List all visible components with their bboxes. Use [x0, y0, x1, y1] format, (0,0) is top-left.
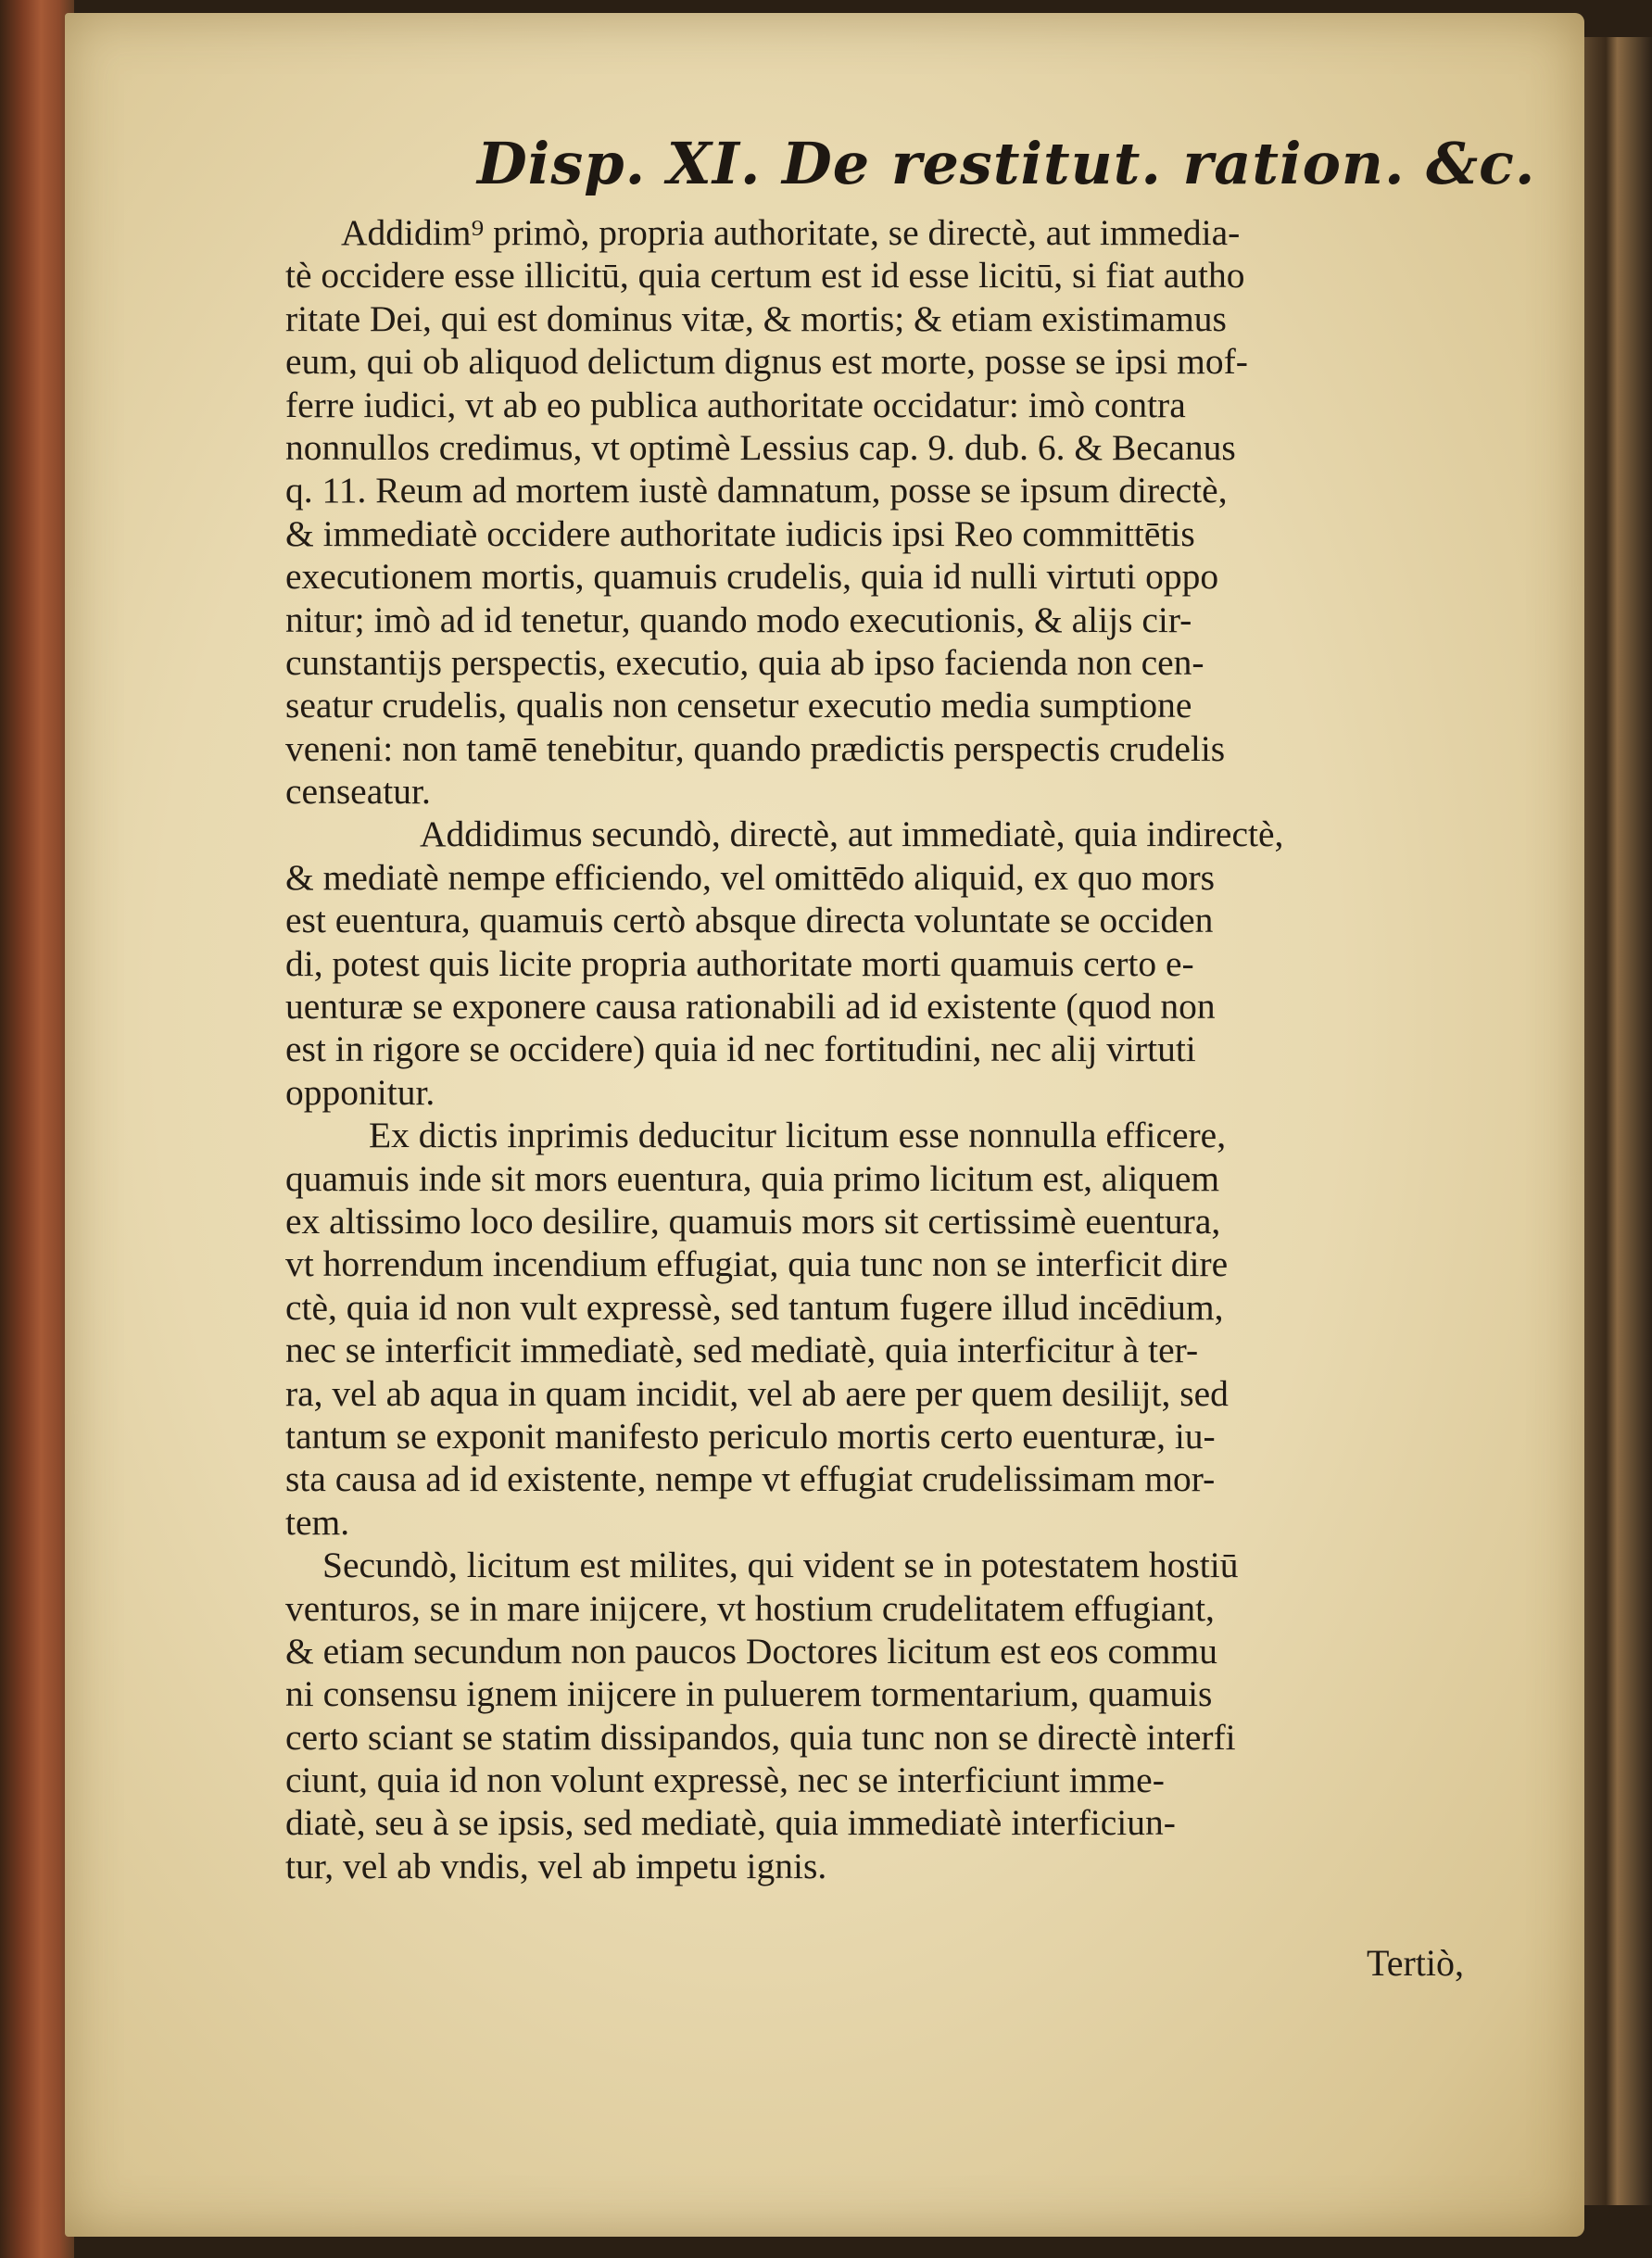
- text-line: est in rigore se occidere) quia id nec fortitudini, nec alij virtuti: [285, 1028, 1196, 1070]
- text-line: ni consensu ignem inijcere in puluerem tormentarium, quamuis: [285, 1673, 1213, 1715]
- text-line: ex altissimo loco desilire, quamuis mors sit certissimè euentura,: [285, 1200, 1221, 1242]
- text-line: Addidimus secundò, directè, aut immediatè, quia indirectè,: [420, 814, 1284, 855]
- text-line: tem.: [285, 1501, 350, 1543]
- text-line: opponitur.: [285, 1071, 435, 1113]
- paragraph: [285, 1114, 1476, 1544]
- text-line: ctè, quia id non vult expressè, sed tantum fugere illud incēdium,: [285, 1286, 1224, 1328]
- text-line: & mediatè nempe efficiendo, vel omittēdo aliquid, ex quo mors: [285, 856, 1215, 898]
- text-line: & etiam secundum non paucos Doctores licitum est eos commu: [285, 1630, 1217, 1671]
- text-line: seatur crudelis, qualis non censetur executio media sumptione: [285, 685, 1192, 726]
- text-line: sta causa ad id existente, nempe vt effugiat crudelissimam mor-: [285, 1458, 1216, 1500]
- catchword: Tertiò,: [1367, 1942, 1464, 1984]
- text-line: nitur; imò ad id tenetur, quando modo executionis, & alijs cir-: [285, 599, 1192, 640]
- text-line: q. 11. Reum ad mortem iustè damnatum, posse se ipsum directè,: [285, 470, 1228, 511]
- page-body: [285, 211, 1476, 1887]
- text-line: est euentura, quamuis certò absque directa voluntate se occiden: [285, 900, 1214, 941]
- paragraph: [285, 211, 1476, 813]
- text-line: Addidim⁹ primò, propria authoritate, se directè, aut immedia-: [341, 212, 1241, 253]
- text-line: uenturæ se exponere causa rationabili ad id existente (quod non: [285, 986, 1216, 1028]
- text-line: ra, vel ab aqua in quam incidit, vel ab aere per quem desilijt, sed: [285, 1372, 1229, 1414]
- text-line: vt horrendum incendium effugiat, quia tunc non se interficit dire: [285, 1243, 1229, 1285]
- running-header: Disp. XI. De restitut. ration. &c.: [477, 130, 1536, 197]
- text-line: ciunt, quia id non volunt expressè, nec se interficiunt imme-: [285, 1760, 1165, 1801]
- text-line: cunstantijs perspectis, executio, quia ab ipso facienda non cen-: [285, 641, 1204, 683]
- text-line: venturos, se in mare inijcere, vt hostium crudelitatem effugiant,: [285, 1587, 1215, 1629]
- paragraph: [285, 1544, 1476, 1887]
- text-line: ferre iudici, vt ab eo publica authoritate occidatur: imò contra: [285, 384, 1186, 425]
- text-line: tè occidere esse illicitū, quia certum est id esse licitū, si fiat autho: [285, 255, 1245, 296]
- text-line: nec se interficit immediatè, sed mediatè, quia interficitur à ter-: [285, 1330, 1199, 1371]
- text-line: tur, vel ab vndis, vel ab impetu ignis.: [285, 1845, 827, 1886]
- text-line: certo sciant se statim dissipandos, quia tunc non se directè interfi: [285, 1716, 1236, 1758]
- text-line: ritate Dei, qui est dominus vitæ, & mortis; & etiam existimamus: [285, 297, 1227, 339]
- text-line: eum, qui ob aliquod delictum dignus est morte, posse se ipsi mof-: [285, 341, 1248, 383]
- text-line: Ex dictis inprimis deducitur licitum esse nonnulla efficere,: [369, 1115, 1227, 1156]
- text-line: di, potest quis licite propria authoritate morti quamuis certo e-: [285, 942, 1194, 984]
- book-spine-edge: [0, 0, 74, 2258]
- text-line: diatè, seu à se ipsis, sed mediatè, quia immediatè interficiun-: [285, 1802, 1176, 1844]
- text-line: nonnullos credimus, vt optimè Lessius cap. 9. dub. 6. & Becanus: [285, 426, 1236, 468]
- text-line: & immediatè occidere authoritate iudicis ipsi Reo committētis: [285, 512, 1195, 554]
- paragraph: [285, 813, 1476, 1114]
- text-line: Secundò, licitum est milites, qui vident se in potestatem hostiū: [322, 1545, 1239, 1586]
- text-line: quamuis inde sit mors euentura, quia primo licitum est, aliquem: [285, 1157, 1220, 1199]
- book-fore-edge: [1575, 37, 1652, 2205]
- text-line: veneni: non tamē tenebitur, quando prædictis perspectis crudelis: [285, 727, 1226, 769]
- text-line: tantum se exponit manifesto periculo mortis certo euenturæ, iu-: [285, 1415, 1216, 1457]
- text-line: executionem mortis, quamuis crudelis, quia id nulli virtuti oppo: [285, 556, 1219, 598]
- text-line: censeatur.: [285, 771, 431, 813]
